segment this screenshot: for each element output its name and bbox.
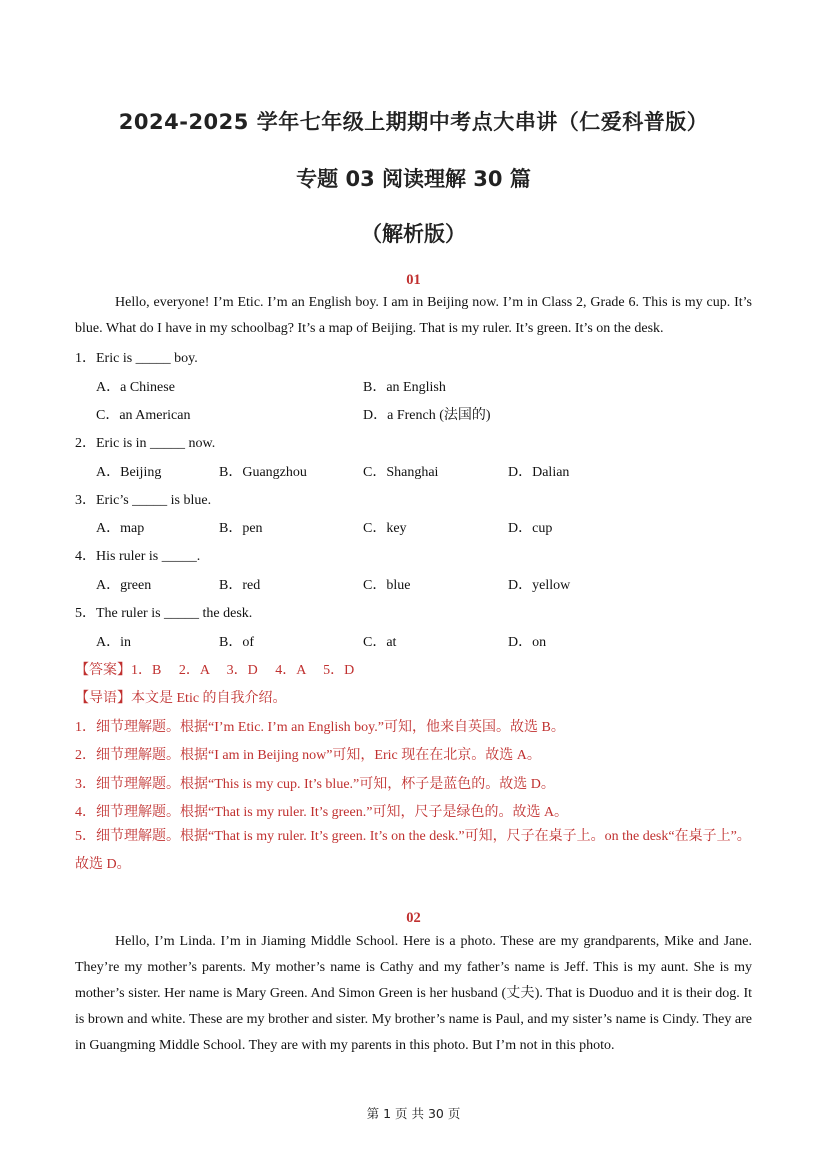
option-b: B．pen: [219, 521, 263, 536]
option-b: B．of: [219, 635, 254, 650]
option-c: C．key: [363, 521, 407, 536]
question-stem: 4．His ruler is _____.: [75, 549, 201, 564]
question-stem: 5．The ruler is _____ the desk.: [75, 606, 253, 621]
option-d: D．cup: [508, 521, 553, 536]
topic-subtitle: 专题 03 阅读理解 30 篇: [296, 167, 531, 191]
passage-number-02: 02: [406, 910, 421, 926]
explanation-item: 5．细节理解题。根据“That is my ruler. It’s green. It’s on the desk.”可知，尺子在桌子上。on the desk“在桌子上”。故选 D。: [75, 829, 751, 872]
option-a: A．green: [96, 578, 152, 593]
option-b: B．an English: [363, 380, 446, 395]
edition-label: （解析版）: [361, 222, 466, 246]
option-c: C．an American: [96, 408, 191, 423]
option-b: B．red: [219, 578, 261, 593]
option-b: B．Guangzhou: [219, 465, 307, 480]
option-a: A．map: [96, 521, 145, 536]
option-c: C．blue: [363, 578, 411, 593]
passage-text-02: Hello, I’m Linda. I’m in Jiaming Middle School. Here is a photo. These are my grandparents, Mike and Jane. They’re my mother’s parents. My mother’s name is Cathy and my father’s name is Jeff. This is my aunt. She is my mother’s sister. Her name is Mary Green. And Simon Green is her husband (丈夫). That is Duoduo and it is their dog. It is brown and white. These are my brother and sister. My brother’s name is Paul, and my sister’s name is Cindy. They are in Guangming Middle School. They are with my parents in this photo. But I’m not in this photo.: [75, 934, 752, 1053]
explanation-item: 1．细节理解题。根据“I’m Etic. I’m an English boy.”可知，他来自英国。故选 B。: [75, 720, 565, 735]
option-c: C．Shanghai: [363, 465, 439, 480]
question-stem: 2．Eric is in _____ now.: [75, 436, 216, 451]
passage-number-01: 01: [406, 272, 421, 288]
page-footer: 第 1 页 共 30 页: [366, 1106, 461, 1121]
option-d: D．Dalian: [508, 465, 570, 480]
question-stem: 3．Eric’s _____ is blue.: [75, 493, 212, 508]
passage-text-01: Hello, everyone! I’m Etic. I’m an English boy. I am in Beijing now. I’m in Class 2, Grade 6. This is my cup. It’s blue. What do I have in my schoolbag? It’s a map of Beijing. That is my ruler. It’s green. It’s on the desk.: [75, 295, 752, 336]
option-c: C．at: [363, 635, 397, 650]
explanation-item: 2．细节理解题。根据“I am in Beijing now”可知，Eric 现在在北京。故选 A。: [75, 748, 541, 763]
document-title: 2024-2025 学年七年级上期期中考点大串讲（仁爱科普版）: [118, 110, 709, 134]
option-d: D．a French (法国的): [363, 408, 491, 423]
option-d: D．yellow: [508, 578, 571, 593]
guide-text: 【导语】本文是 Etic 的自我介绍。: [75, 691, 287, 706]
option-a: A．a Chinese: [96, 380, 175, 395]
option-d: D．on: [508, 635, 547, 650]
question-stem: 1．Eric is _____ boy.: [75, 351, 198, 366]
option-a: A．in: [96, 635, 131, 650]
explanation-item: 3．细节理解题。根据“This is my cup. It’s blue.”可知，杯子是蓝色的。故选 D。: [75, 777, 555, 792]
answer-key: 【答案】1．B 2．A 3．D 4．A 5．D: [75, 663, 355, 678]
explanation-item: 4．细节理解题。根据“That is my ruler. It’s green.”可知，尺子是绿色的。故选 A。: [75, 805, 569, 820]
option-a: A．Beijing: [96, 465, 162, 480]
